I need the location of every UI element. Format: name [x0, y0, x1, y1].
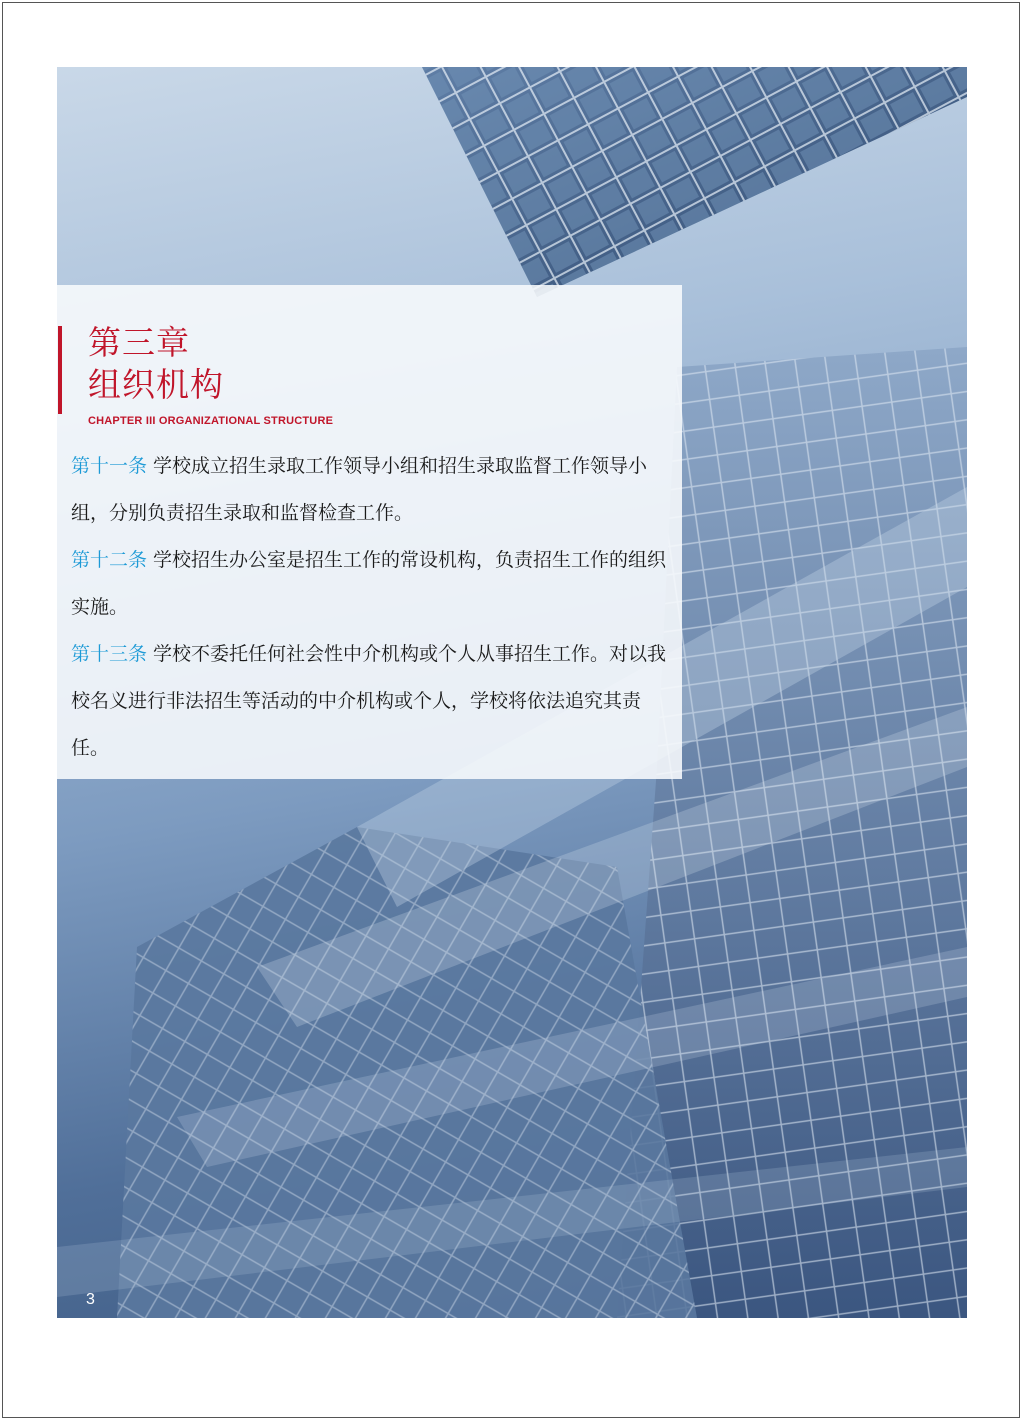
article-12-number: 第十二条 [71, 549, 148, 571]
chapter-title [88, 322, 224, 406]
chapter-title-line1: 第三章 [88, 323, 190, 362]
chapter-accent-bar [58, 326, 62, 414]
chapter-subtitle-en: CHAPTER III ORGANIZATIONAL STRUCTURE [88, 415, 334, 427]
article-12 [71, 537, 671, 631]
articles-body [71, 443, 671, 772]
article-13-number: 第十三条 [71, 643, 148, 665]
article-13-text: 学校不委托任何社会性中介机构或个人从事招生工作。对以我校名义进行非法招生等活动的中介机构或个人，学校将依法追究其责任。 [71, 643, 667, 759]
article-11 [71, 443, 671, 537]
chapter-title-line2: 组织机构 [88, 365, 224, 404]
article-12-text: 学校招生办公室是招生工作的常设机构，负责招生工作的组织实施。 [71, 549, 667, 618]
article-13 [71, 631, 671, 772]
article-11-number: 第十一条 [71, 455, 148, 477]
page-number: 3 [86, 1291, 95, 1308]
article-11-text: 学校成立招生录取工作领导小组和招生录取监督工作领导小组，分别负责招生录取和监督检查工作。 [71, 455, 648, 524]
